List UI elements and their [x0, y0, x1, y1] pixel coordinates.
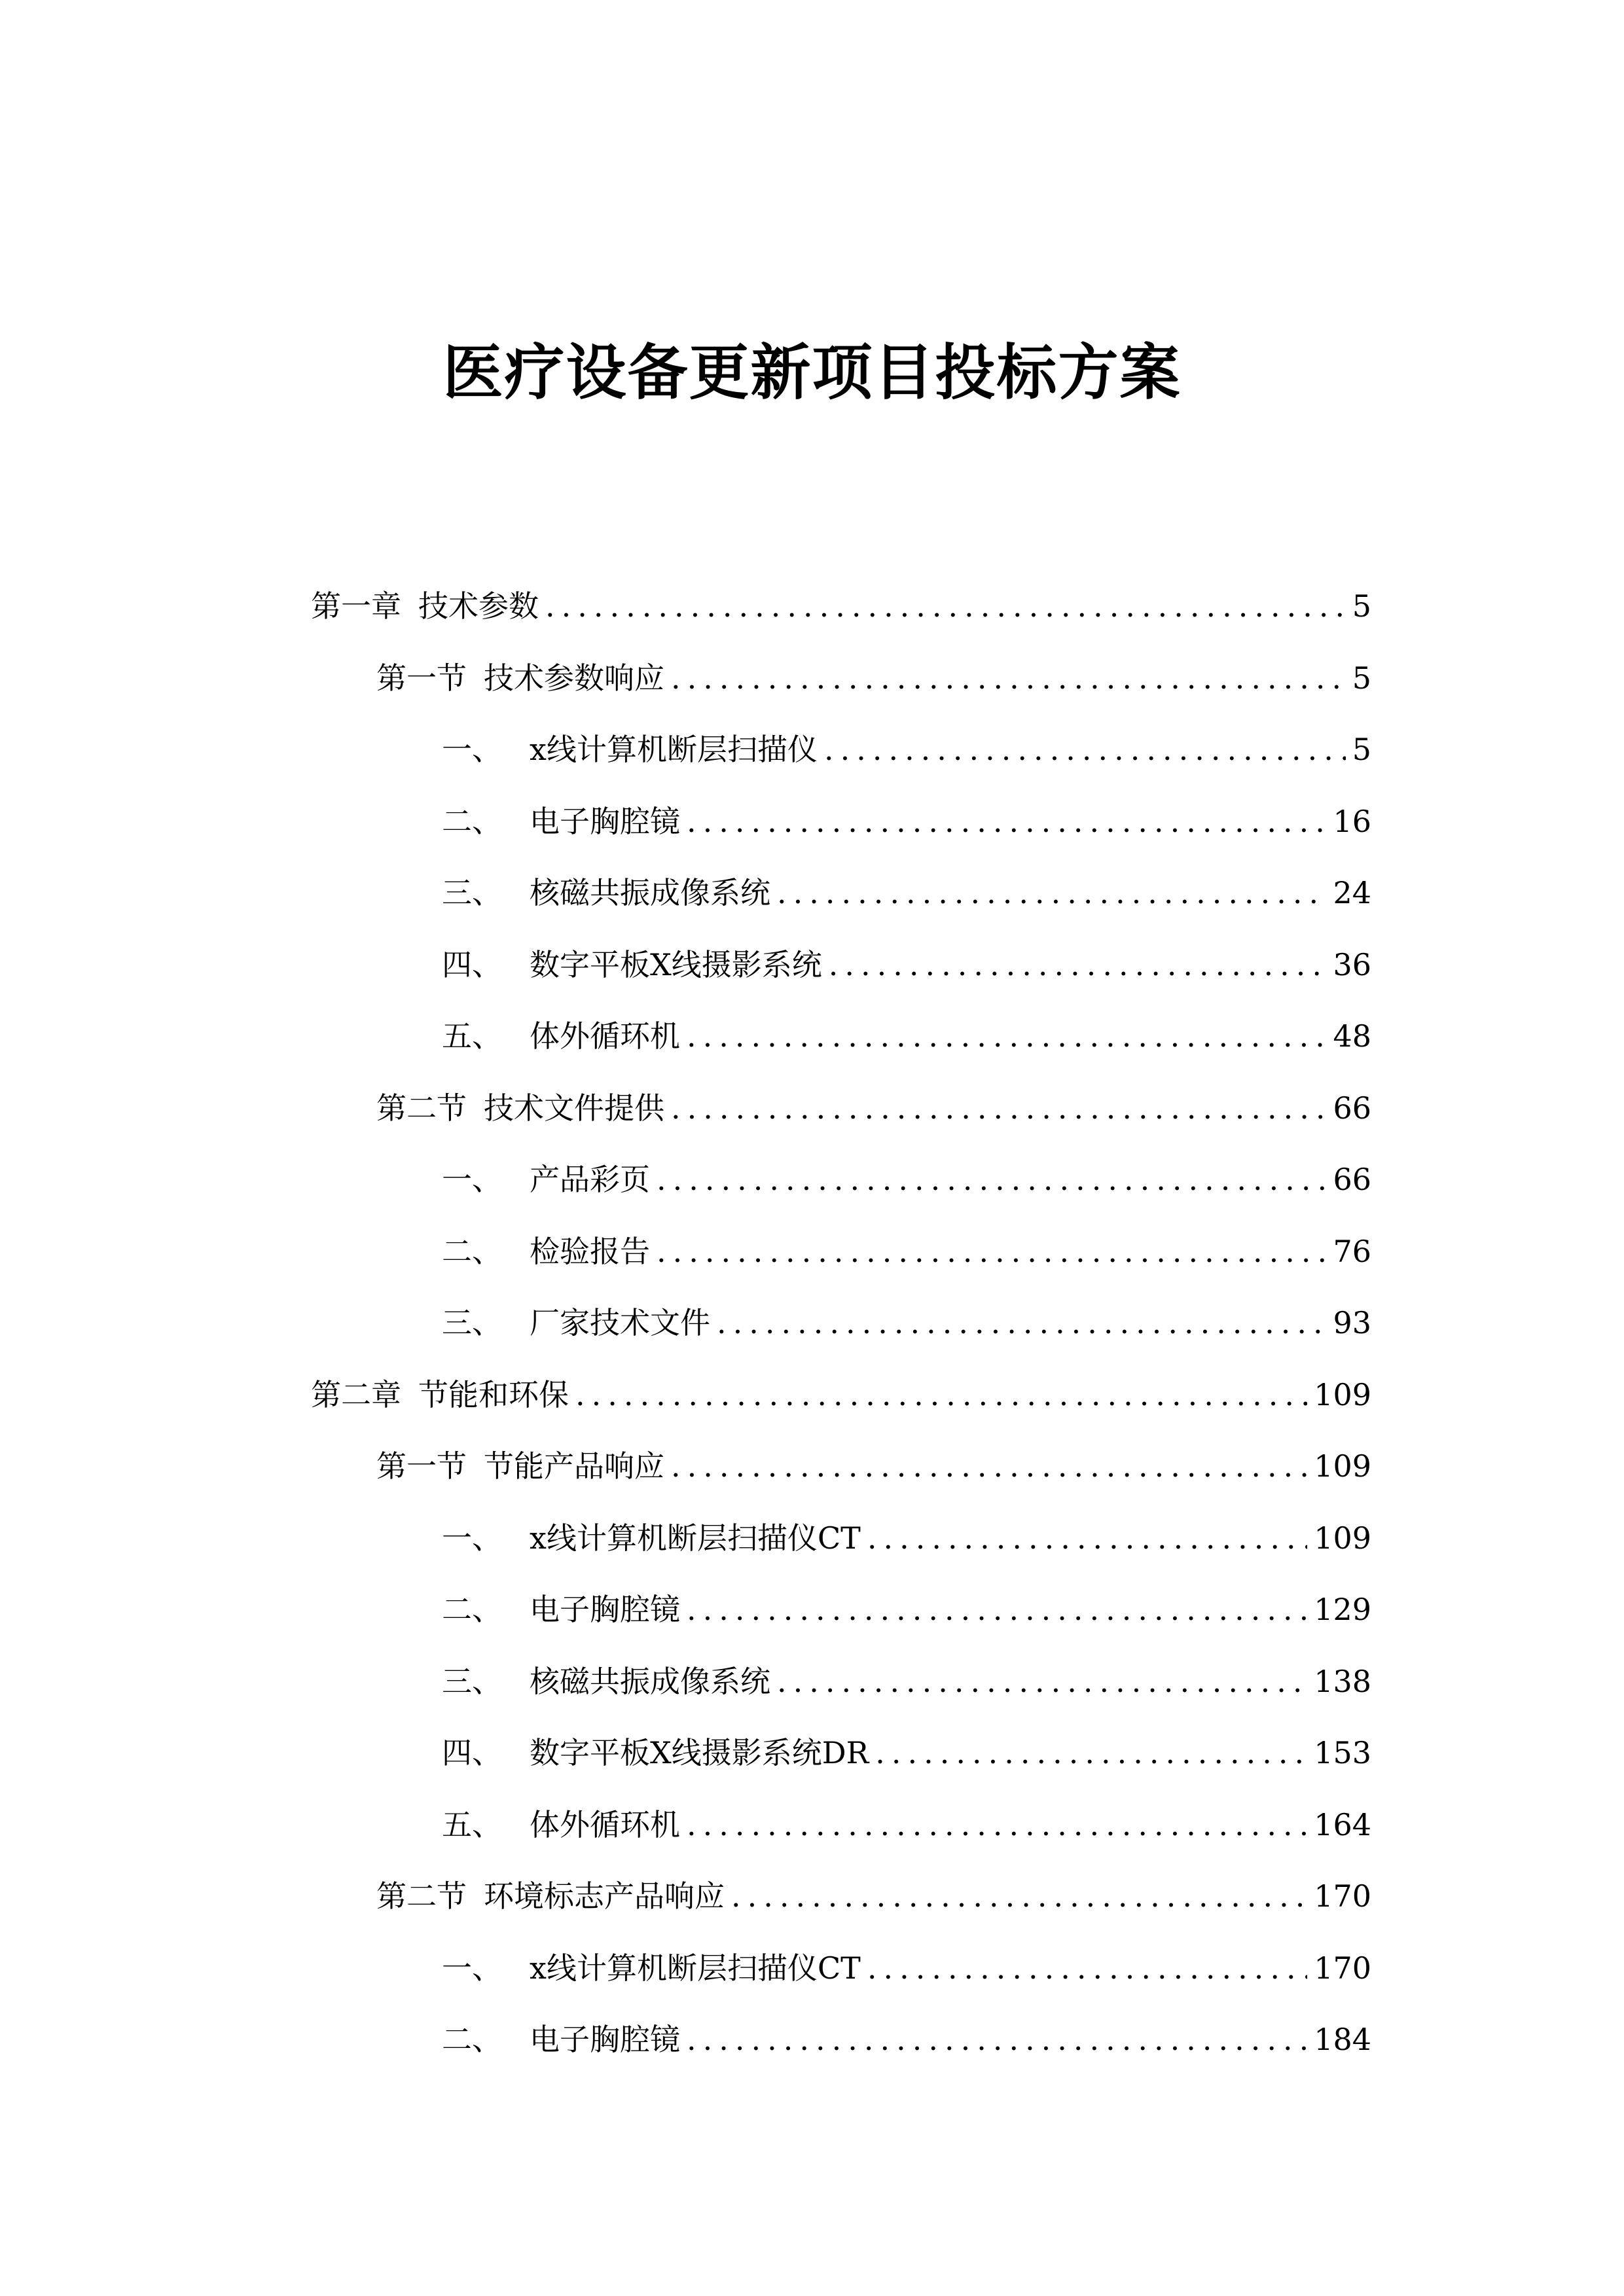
toc-label: 电子胸腔镜 — [530, 1592, 680, 1627]
toc-subsection[interactable] — [311, 1574, 1371, 1646]
toc-label: 检验报告 — [530, 1233, 650, 1269]
toc-page-number: 109 — [1314, 1376, 1371, 1412]
toc-leader-dots — [717, 1287, 1326, 1359]
toc-page-number: 5 — [1352, 732, 1371, 767]
toc-subsection[interactable] — [311, 714, 1371, 786]
toc-leader-dots — [687, 786, 1326, 858]
toc-page-number: 16 — [1333, 803, 1371, 839]
toc-leader-dots — [777, 1646, 1307, 1718]
toc-page-number: 66 — [1333, 1162, 1371, 1197]
toc-page-number: 24 — [1333, 875, 1371, 910]
toc-leader-dots — [671, 1431, 1307, 1503]
toc-number: 四、 — [442, 946, 502, 982]
toc-page-number: 170 — [1314, 1950, 1371, 1986]
toc-number: 二、 — [442, 2022, 502, 2057]
toc-number: 四、 — [442, 1735, 502, 1770]
toc-number: 五、 — [442, 1806, 502, 1842]
toc-page-number: 5 — [1352, 660, 1371, 696]
toc-page-number: 76 — [1333, 1233, 1371, 1269]
toc-leader-dots — [867, 1503, 1307, 1575]
toc-label: x线计算机断层扫描仪CT — [530, 1950, 861, 1986]
toc-number: 五、 — [442, 1018, 502, 1054]
toc-label: 数字平板X线摄影系统 — [530, 946, 822, 982]
toc-subsection[interactable] — [311, 1503, 1371, 1575]
toc-number: 三、 — [442, 875, 502, 910]
toc-section[interactable] — [311, 1861, 1371, 1933]
toc-label: 电子胸腔镜 — [530, 803, 680, 839]
toc-label: 核磁共振成像系统 — [530, 875, 770, 910]
toc-subsection[interactable] — [311, 1717, 1371, 1789]
toc-number: 第一节 — [376, 1448, 467, 1484]
toc-number: 二、 — [442, 1233, 502, 1269]
toc-label: 节能和环保 — [418, 1376, 569, 1412]
toc-page-number: 109 — [1314, 1520, 1371, 1556]
toc-subsection[interactable] — [311, 929, 1371, 1001]
toc-subsection[interactable] — [311, 1001, 1371, 1073]
toc-section[interactable] — [311, 1073, 1371, 1145]
toc-number: 三、 — [442, 1663, 502, 1699]
toc-label: 环境标志产品响应 — [484, 1878, 725, 1914]
toc-subsection[interactable] — [311, 1933, 1371, 2005]
toc-leader-dots — [687, 2004, 1307, 2076]
toc-leader-dots — [777, 857, 1326, 929]
toc-page-number: 36 — [1333, 946, 1371, 982]
toc-label: 产品彩页 — [530, 1162, 650, 1197]
toc-page-number: 184 — [1314, 2022, 1371, 2057]
toc-leader-dots — [671, 643, 1346, 715]
table-of-contents — [311, 571, 1371, 2076]
document-title: 医疗设备更新项目投标方案 — [442, 338, 1182, 408]
toc-subsection[interactable] — [311, 857, 1371, 929]
toc-number: 第二章 — [311, 1376, 401, 1412]
toc-page-number: 170 — [1314, 1878, 1371, 1914]
toc-leader-dots — [657, 1216, 1326, 1288]
toc-number: 一、 — [442, 1950, 502, 1986]
toc-label: x线计算机断层扫描仪 — [530, 732, 818, 767]
toc-subsection[interactable] — [311, 1789, 1371, 1861]
toc-leader-dots — [824, 714, 1346, 786]
toc-leader-dots — [867, 1933, 1307, 2005]
toc-page-number: 129 — [1314, 1592, 1371, 1627]
toc-chapter-2[interactable] — [311, 1359, 1371, 1431]
toc-label: 数字平板X线摄影系统DR — [530, 1735, 869, 1770]
toc-page-number: 48 — [1333, 1018, 1371, 1054]
toc-number: 一、 — [442, 1520, 502, 1556]
toc-leader-dots — [829, 929, 1327, 1001]
toc-page-number: 66 — [1333, 1090, 1371, 1126]
toc-leader-dots — [687, 1574, 1307, 1646]
toc-number: 三、 — [442, 1305, 502, 1340]
toc-label: x线计算机断层扫描仪CT — [530, 1520, 861, 1556]
toc-subsection[interactable] — [311, 2004, 1371, 2076]
toc-page-number: 93 — [1333, 1305, 1371, 1340]
toc-number: 第一章 — [311, 588, 401, 624]
toc-label: 体外循环机 — [530, 1806, 680, 1842]
toc-label: 厂家技术文件 — [530, 1305, 710, 1340]
toc-number: 二、 — [442, 803, 502, 839]
toc-subsection[interactable] — [311, 1216, 1371, 1288]
toc-page-number: 164 — [1314, 1806, 1371, 1842]
toc-chapter-1[interactable] — [311, 571, 1371, 643]
toc-page-number: 5 — [1352, 588, 1371, 624]
toc-leader-dots — [687, 1789, 1307, 1861]
toc-label: 技术文件提供 — [484, 1090, 664, 1126]
toc-leader-dots — [687, 1001, 1326, 1073]
toc-subsection[interactable] — [311, 1144, 1371, 1216]
toc-leader-dots — [671, 1073, 1326, 1145]
toc-label: 技术参数 — [418, 588, 539, 624]
toc-page-number: 109 — [1314, 1448, 1371, 1484]
toc-number: 一、 — [442, 1162, 502, 1197]
toc-label: 电子胸腔镜 — [530, 2022, 680, 2057]
toc-leader-dots — [575, 1359, 1307, 1431]
toc-number: 第二节 — [376, 1878, 467, 1914]
toc-label: 核磁共振成像系统 — [530, 1663, 770, 1699]
toc-number: 一、 — [442, 732, 502, 767]
toc-leader-dots — [545, 571, 1346, 643]
toc-leader-dots — [875, 1717, 1307, 1789]
toc-label: 技术参数响应 — [484, 660, 664, 696]
toc-number: 二、 — [442, 1592, 502, 1627]
toc-number: 第二节 — [376, 1090, 467, 1126]
toc-subsection[interactable] — [311, 786, 1371, 858]
toc-label: 体外循环机 — [530, 1018, 680, 1054]
toc-section[interactable] — [311, 1431, 1371, 1503]
toc-leader-dots — [657, 1144, 1326, 1216]
toc-leader-dots — [731, 1861, 1307, 1933]
toc-number: 第一节 — [376, 660, 467, 696]
toc-page-number: 153 — [1314, 1735, 1371, 1770]
toc-section[interactable] — [311, 643, 1371, 715]
toc-subsection[interactable] — [311, 1287, 1371, 1359]
toc-subsection[interactable] — [311, 1646, 1371, 1718]
toc-page-number: 138 — [1314, 1663, 1371, 1699]
toc-label: 节能产品响应 — [484, 1448, 664, 1484]
